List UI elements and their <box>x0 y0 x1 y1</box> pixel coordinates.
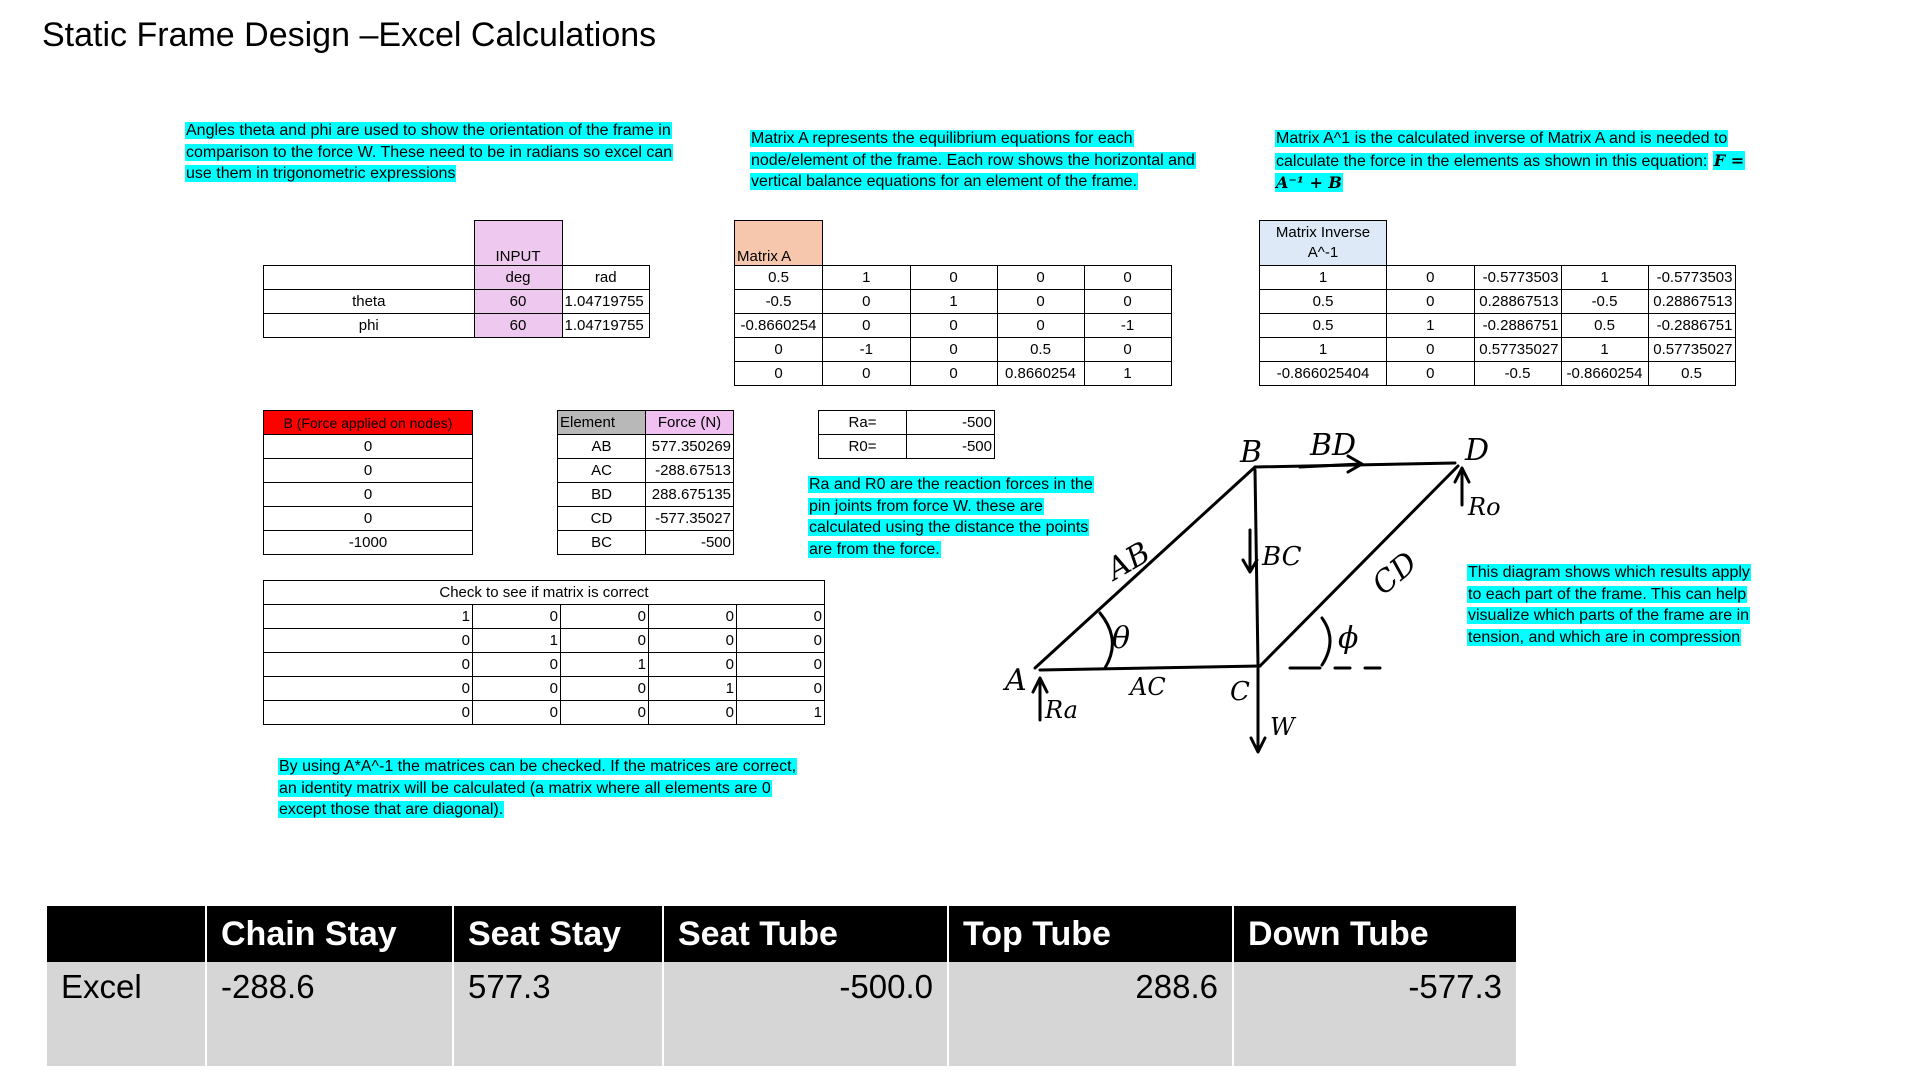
cell: 0 <box>735 362 823 386</box>
cell: 1.04719755 <box>562 314 650 338</box>
cell: 0.28867513 <box>1648 290 1735 314</box>
b-header: B (Force applied on nodes) <box>264 411 473 435</box>
cell: 0 <box>823 314 911 338</box>
label-ab: AB <box>1101 535 1157 588</box>
cell: 0 <box>473 677 561 701</box>
cell: 1 <box>910 290 997 314</box>
summary-table <box>47 906 1516 1066</box>
cell: CD <box>558 507 646 531</box>
cell: -1 <box>823 338 911 362</box>
row-label: theta <box>264 290 475 314</box>
label-phi: ϕ <box>1338 621 1359 656</box>
label-d: D <box>1465 433 1490 468</box>
cell: 0.5 <box>997 338 1084 362</box>
cell: 0.8660254 <box>997 362 1084 386</box>
cell: 0 <box>823 290 911 314</box>
cell: AC <box>558 459 646 483</box>
cell: 0 <box>264 677 473 701</box>
cell: 0 <box>910 362 997 386</box>
cell: 0.57735027 <box>1648 338 1735 362</box>
summary-header: Down Tube <box>1233 906 1516 962</box>
summary-cell: -577.3 <box>1233 962 1516 1066</box>
cell: 0 <box>910 266 997 290</box>
label-c: C <box>1230 677 1250 707</box>
cell: 0 <box>264 459 473 483</box>
matrix-inverse-label-line2: A^-1 <box>1307 244 1339 261</box>
cell: 0 <box>561 677 649 701</box>
cell: -1 <box>1084 314 1171 338</box>
label-theta: θ <box>1112 621 1131 656</box>
summary-cell: 288.6 <box>948 962 1233 1066</box>
cell: -0.5 <box>735 290 823 314</box>
cell: -500 <box>646 531 734 555</box>
cell: -0.866025404 <box>1260 362 1387 386</box>
cell: -0.5773503 <box>1474 266 1561 290</box>
phi-arc <box>1322 618 1330 665</box>
cell: 0 <box>737 605 825 629</box>
input-cell[interactable]: 60 <box>474 314 562 338</box>
cell: 577.350269 <box>646 435 734 459</box>
cell: 1 <box>264 605 473 629</box>
label-w: W <box>1270 713 1295 741</box>
cell: -0.8660254 <box>1561 362 1648 386</box>
cell: -0.2886751 <box>1648 314 1735 338</box>
cell: 1 <box>823 266 911 290</box>
col-deg: deg <box>474 266 562 290</box>
cell: 0.5 <box>1260 290 1387 314</box>
cell: -500 <box>907 435 995 459</box>
cell: 0 <box>649 701 737 725</box>
cell: -0.5 <box>1474 362 1561 386</box>
matrix-a-label: Matrix A <box>735 221 823 266</box>
input-cell[interactable]: 60 <box>474 290 562 314</box>
cell: 1 <box>649 677 737 701</box>
cell: -0.2886751 <box>1474 314 1561 338</box>
cell: -0.5773503 <box>1648 266 1735 290</box>
cell: 0 <box>561 605 649 629</box>
member-bc <box>1255 470 1258 665</box>
cell: 1 <box>1387 314 1475 338</box>
col-element: Element <box>558 411 646 435</box>
ro-arrow-icon <box>1455 468 1469 505</box>
cell: 1 <box>1084 362 1171 386</box>
cell: 0 <box>473 605 561 629</box>
cell: 1.04719755 <box>562 290 650 314</box>
label-ro: Ro <box>1468 493 1501 521</box>
cell: 0 <box>1387 266 1475 290</box>
cell: 1 <box>561 653 649 677</box>
input-header: INPUT <box>474 221 562 266</box>
cell: 0 <box>649 605 737 629</box>
cell: 0 <box>737 629 825 653</box>
cell: -577.35027 <box>646 507 734 531</box>
row-label: phi <box>264 314 475 338</box>
matrix-inverse-note-text: Matrix A^1 is the calculated inverse of Matrix A and is needed to calculate the force in the elements as shown in this equation: <box>1276 130 1728 170</box>
cell: -0.5 <box>1561 290 1648 314</box>
cell: 0.5 <box>735 266 823 290</box>
cell: 0.5 <box>1260 314 1387 338</box>
cell: -0.8660254 <box>735 314 823 338</box>
cell: 0 <box>473 701 561 725</box>
cell: 0.5 <box>1648 362 1735 386</box>
cell: 0 <box>561 629 649 653</box>
cell: 0 <box>1084 338 1171 362</box>
cell: 0 <box>264 435 473 459</box>
col-rad: rad <box>562 266 650 290</box>
cell: 0 <box>735 338 823 362</box>
cell: 0 <box>997 290 1084 314</box>
cell: -1000 <box>264 531 473 555</box>
diagram-note-text: This diagram shows which results apply to each part of the frame. This can help visualize which parts of the frame are in tension, and which are in compression <box>1468 564 1750 646</box>
equation: F = A⁻¹ + B <box>1276 150 1745 192</box>
cell: 0 <box>1387 290 1475 314</box>
cell: 1 <box>1561 266 1648 290</box>
w-arrow-icon <box>1251 668 1265 752</box>
angles-note-text: Angles theta and phi are used to show the orientation of the frame in comparison to the force W. These need to be in radians so excel can use them in trigonometric expressions <box>186 122 673 182</box>
cell: 0 <box>264 653 473 677</box>
cell: 0 <box>264 483 473 507</box>
cell: 0 <box>264 629 473 653</box>
cell: BC <box>558 531 646 555</box>
cell: 1 <box>473 629 561 653</box>
cell: 0 <box>561 701 649 725</box>
cell: 0 <box>910 338 997 362</box>
summary-header-row <box>47 906 1516 962</box>
cell: 288.675135 <box>646 483 734 507</box>
cell: AB <box>558 435 646 459</box>
summary-header-corner <box>47 906 206 962</box>
cell: 0.28867513 <box>1474 290 1561 314</box>
cell: 0.5 <box>1561 314 1648 338</box>
cell: 0 <box>997 314 1084 338</box>
cell: 0 <box>649 629 737 653</box>
theta-arc <box>1100 613 1112 668</box>
cell: 1 <box>1561 338 1648 362</box>
cell: 0 <box>649 653 737 677</box>
matrix-a-note-text: Matrix A represents the equilibrium equations for each node/element of the frame. Each row shows the horizontal and vertical balance equations for an element of the frame. <box>751 130 1195 190</box>
summary-header: Seat Stay <box>453 906 663 962</box>
matrix-inverse-label-line1: Matrix Inverse <box>1275 224 1371 241</box>
cell: 0 <box>737 677 825 701</box>
cell: 0 <box>473 653 561 677</box>
cell: 1 <box>1260 338 1387 362</box>
reactions-note-text: Ra and R0 are the reaction forces in the pin joints from force W. these are calculated using the distance the points are from the force. <box>809 476 1093 558</box>
summary-header: Seat Tube <box>663 906 948 962</box>
summary-row-label: Excel <box>47 962 206 1066</box>
cell: 0 <box>737 653 825 677</box>
cell: 0 <box>1387 362 1475 386</box>
cell: 0.57735027 <box>1474 338 1561 362</box>
frame-members <box>1033 456 1469 752</box>
label-cd: CD <box>1365 545 1425 603</box>
cell: 0 <box>264 701 473 725</box>
member-ac <box>1040 666 1260 670</box>
cell: 0 <box>1387 338 1475 362</box>
cell: -288.67513 <box>646 459 734 483</box>
summary-row <box>47 962 1516 1066</box>
summary-header: Top Tube <box>948 906 1233 962</box>
check-note-text: By using A*A^-1 the matrices can be checked. If the matrices are correct, an identity matrix will be calculated (a matrix where all elements are 0 except those that are diagonal). <box>279 758 797 818</box>
col-force: Force (N) <box>646 411 734 435</box>
summary-cell: -500.0 <box>663 962 948 1066</box>
cell: BD <box>558 483 646 507</box>
summary-cell: -288.6 <box>206 962 453 1066</box>
label-bd: BD <box>1310 428 1357 463</box>
cell: 0 <box>997 266 1084 290</box>
cell: 1 <box>737 701 825 725</box>
cell: 0 <box>1084 290 1171 314</box>
summary-cell: 577.3 <box>453 962 663 1066</box>
cell: 0 <box>1084 266 1171 290</box>
label-ac: AC <box>1130 673 1166 701</box>
cell: 0 <box>264 507 473 531</box>
check-header: Check to see if matrix is correct <box>264 581 825 605</box>
cell: Ra= <box>819 411 907 435</box>
label-a: A <box>1005 663 1027 698</box>
summary-header: Chain Stay <box>206 906 453 962</box>
cell: 0 <box>910 314 997 338</box>
diagram-labels <box>1002 428 1501 741</box>
cell: 1 <box>1260 266 1387 290</box>
cell: -500 <box>907 411 995 435</box>
label-ra: Ra <box>1045 696 1078 724</box>
cell: 0 <box>823 362 911 386</box>
label-bc: BC <box>1262 542 1302 572</box>
label-b: B <box>1240 435 1263 470</box>
page-title: Static Frame Design –Excel Calculations <box>42 16 657 54</box>
cell: R0= <box>819 435 907 459</box>
